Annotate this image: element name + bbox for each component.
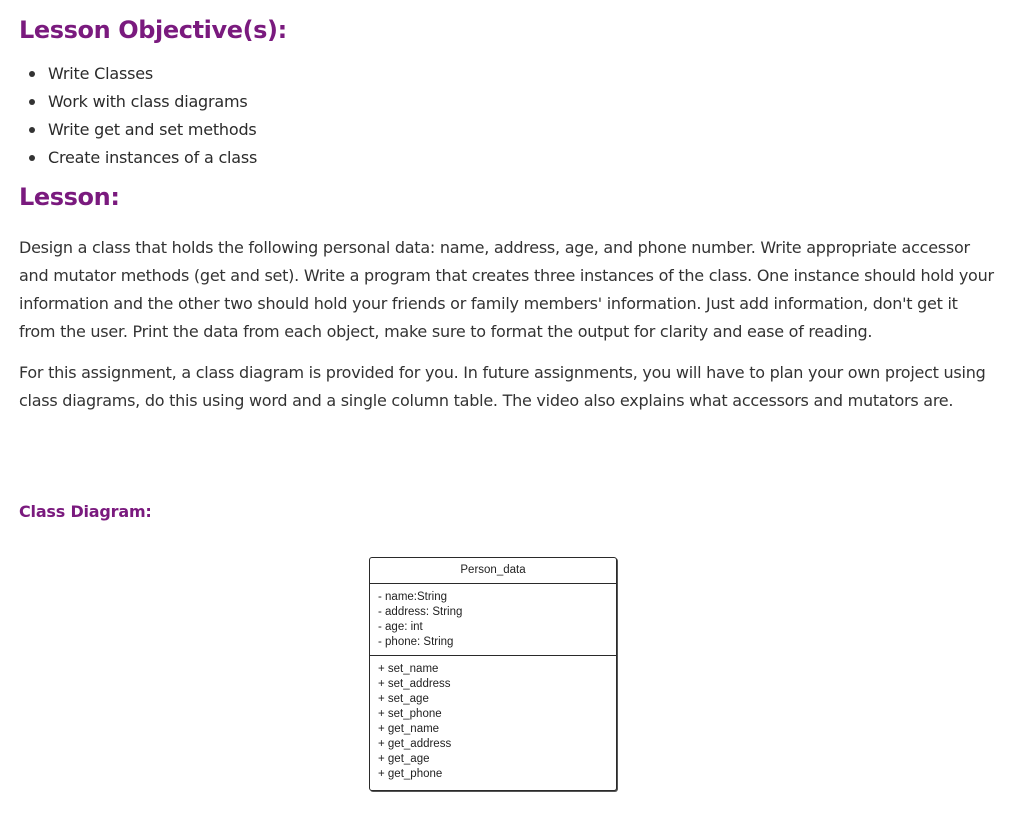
lesson-paragraph-class-diagram-note: For this assignment, a class diagram is provided for you. In future assignments, you will have to plan your own project using class diagrams, do this using word and a single column table. The video also explains what accessors and mutators are. <box>19 363 986 410</box>
objective-text: Work with class diagrams <box>48 92 248 111</box>
uml-method: + set_age <box>378 693 429 705</box>
uml-attribute: - phone: String <box>378 636 454 648</box>
uml-method: + set_name <box>378 663 439 675</box>
bullet-icon <box>29 99 35 105</box>
uml-method: + set_address <box>378 678 451 690</box>
uml-method: + get_age <box>378 753 430 765</box>
objective-text: Write Classes <box>48 64 154 83</box>
objective-item <box>20 88 257 116</box>
objective-text: Write get and set methods <box>48 120 257 139</box>
bullet-icon <box>29 71 35 77</box>
uml-method: + get_name <box>378 723 440 735</box>
class-diagram-heading: Class Diagram: <box>19 502 152 521</box>
bullet-icon <box>29 127 35 133</box>
uml-attribute: - age: int <box>378 621 423 633</box>
lesson-heading: Lesson: <box>19 183 120 211</box>
objective-item <box>20 60 257 88</box>
lesson-paragraph-instructions: Design a class that holds the following personal data: name, address, age, and phone number. Write appropriate accessor and mutator methods (get and set). Write a program that creates three instances of the class. One instance should hold your information and the other two should hold your friends or family members' information. Just add information, don't get it from the user. Print the data from each object, make sure to format the output for clarity and ease of reading. <box>19 238 994 341</box>
objective-item <box>20 116 257 144</box>
objectives-list <box>20 60 257 172</box>
objectives-heading: Lesson Objective(s): <box>19 16 287 44</box>
uml-methods-section <box>370 656 616 788</box>
uml-method: + get_phone <box>378 768 443 780</box>
uml-attributes-section <box>370 584 616 656</box>
objective-text: Create instances of a class <box>48 148 258 167</box>
uml-attribute: - address: String <box>378 606 463 618</box>
uml-attribute: - name:String <box>378 591 448 603</box>
uml-class-box <box>369 557 617 791</box>
uml-method: + get_address <box>378 738 452 750</box>
uml-method: + set_phone <box>378 708 442 720</box>
uml-class-name: Person_data <box>370 558 616 584</box>
objective-item <box>20 144 257 172</box>
bullet-icon <box>29 155 35 161</box>
